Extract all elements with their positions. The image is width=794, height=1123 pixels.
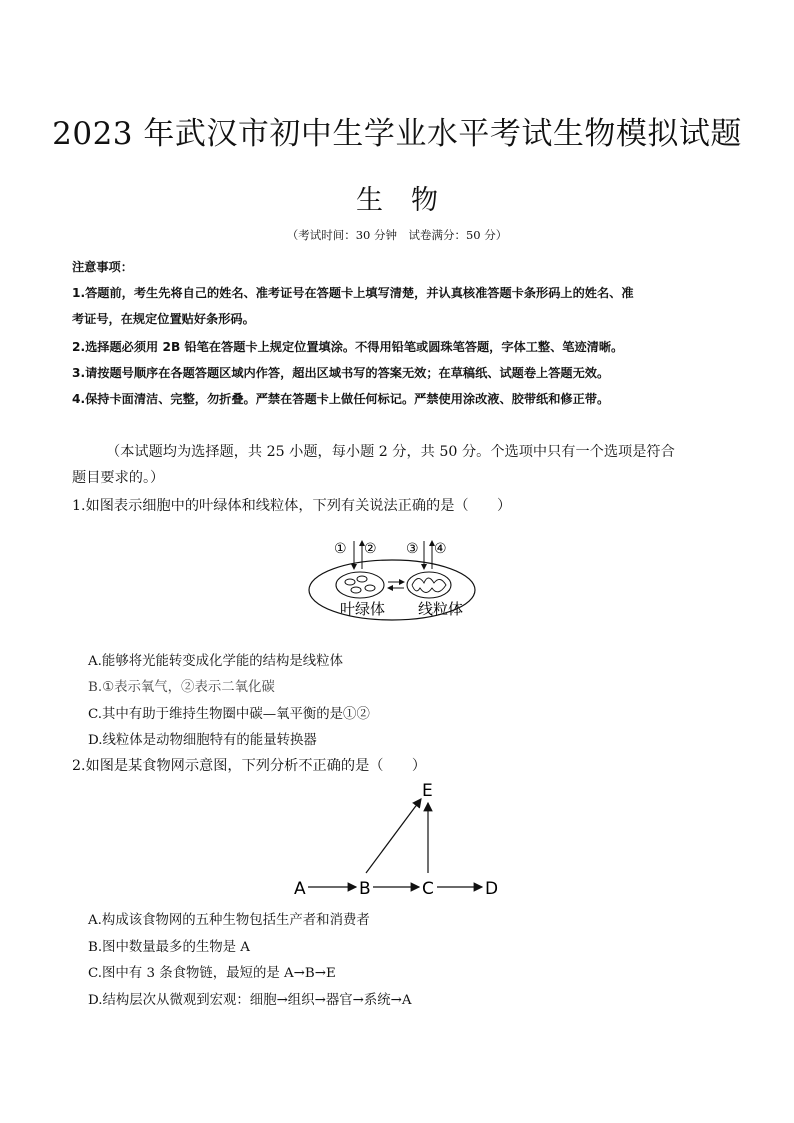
notice-heading: 注意事项：	[72, 260, 133, 274]
instructions-line: （本试题均为选择题，共 25 小题，每小题 2 分，共 50 分。个选项中只有一个选项是符合	[106, 444, 675, 460]
q1-option-a: A.能够将光能转变成化学能的结构是线粒体	[88, 654, 343, 669]
q2-option-b: B.图中数量最多的生物是 A	[88, 940, 250, 955]
node-c: C	[422, 879, 434, 899]
mitochondria-shape	[407, 572, 451, 598]
label-2: ②	[364, 541, 377, 557]
q2-option-d: D.结构层次从微观到宏观：细胞→组织→器官→系统→A	[88, 993, 412, 1008]
notice-item: 3.请按题号顺序在各题答题区域内作答，超出区域书写的答案无效；在草稿纸、试题卷上答题无效。	[72, 366, 610, 380]
mitochondria-label: 线粒体	[418, 600, 464, 618]
question-2-stem: 2.如图是某食物网示意图，下列分析不正确的是（ ）	[72, 758, 427, 774]
edge-b-e	[366, 799, 421, 873]
label-4: ④	[434, 541, 447, 557]
notice-item: 考证号，在规定位置贴好条形码。	[72, 312, 255, 326]
q1-option-b: B.①表示氧气，②表示二氧化碳	[88, 680, 275, 695]
node-d: D	[485, 879, 499, 899]
node-a: A	[294, 879, 306, 899]
instructions-line: 题目要求的。）	[72, 470, 165, 486]
q1-option-d: D.线粒体是动物细胞特有的能量转换器	[88, 733, 317, 748]
notice-item: 2.选择题必须用 2B 铅笔在答题卡上规定位置填涂。不得用铅笔或圆珠笔答题，字体工整、笔迹清晰。	[72, 340, 624, 354]
question-1-stem: 1.如图表示细胞中的叶绿体和线粒体，下列有关说法正确的是（ ）	[72, 498, 512, 514]
label-1: ①	[334, 541, 347, 557]
label-3: ③	[406, 541, 419, 557]
notice-item: 4.保持卡面清洁、完整，勿折叠。严禁在答题卡上做任何标记。严禁使用涂改液、胶带纸和修正带。	[72, 392, 610, 406]
page-title: 2023 年武汉市初中生学业水平考试生物模拟试题	[52, 116, 742, 152]
q1-option-c: C.其中有助于维持生物圈中碳—氧平衡的是①②	[88, 707, 370, 722]
notice-item: 1.答题前，考生先将自己的姓名、准考证号在答题卡上填写清楚，并认真核准答题卡条形码上的姓名、准	[72, 286, 634, 300]
food-web-diagram	[286, 775, 506, 905]
node-e: E	[422, 781, 433, 801]
q2-option-c: C.图中有 3 条食物链，最短的是 A→B→E	[88, 966, 336, 981]
chloroplast-label: 叶绿体	[340, 600, 386, 618]
cell-organelle-diagram	[300, 533, 490, 623]
node-b: B	[359, 879, 371, 899]
exam-info: （考试时间：30 分钟 试卷满分：50 分）	[286, 228, 508, 242]
subject-heading: 生物	[356, 185, 466, 216]
q2-option-a: A.构成该食物网的五种生物包括生产者和消费者	[88, 913, 370, 928]
